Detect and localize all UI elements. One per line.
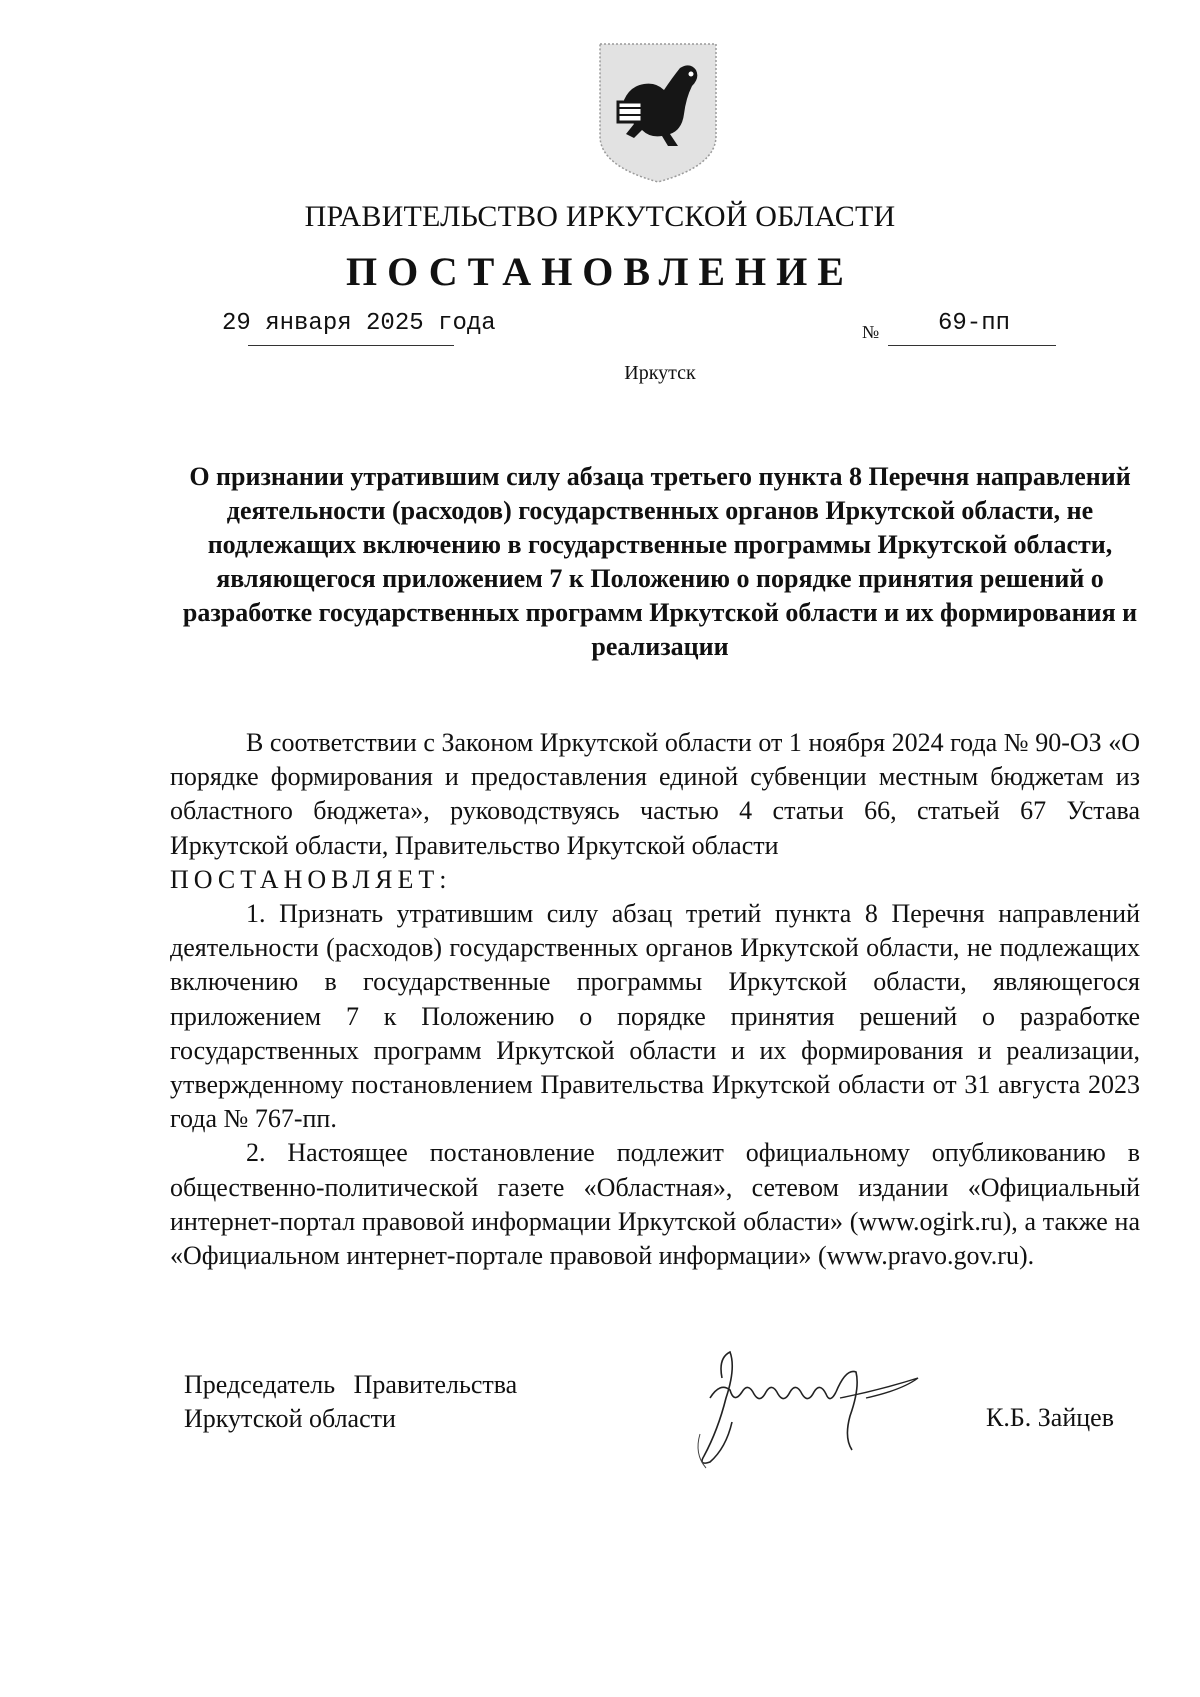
- document-title: О признании утратившим силу абзаца третьего пункта 8 Перечня направлений деятельности (расходов) государственных органов Иркутской области, не подлежащих включению в государственные программы Иркутской области, являющегося приложением 7 к Положению о порядке принятия решений о разработке государственных программ Иркутской области и их формирования и реализации: [182, 462, 1138, 661]
- decree-word: ПОСТАНОВЛЯЕТ:: [170, 864, 452, 894]
- number-sign: №: [862, 322, 880, 342]
- number-underline: [888, 345, 1056, 346]
- coat-of-arms-icon: [594, 38, 722, 186]
- position-line-2: Иркутской области: [184, 1404, 396, 1433]
- document-number: 69-пп: [938, 310, 1011, 337]
- date-underline: [248, 345, 454, 346]
- document-body: [170, 726, 1140, 1273]
- preamble-paragraph: В соответствии с Законом Иркутской области от 1 ноября 2024 года № 90-ОЗ «О порядке формирования и предоставления единой субвенции местным бюджетам из областного бюджета», руководствуясь частью 4 статьи 66, статьей 67 Устава Иркутской области, Правительство Иркутской области: [170, 728, 1140, 860]
- signatory-name: К.Б. Зайцев: [986, 1403, 1114, 1432]
- item-1-paragraph: 1. Признать утратившим силу абзац третий пункта 8 Перечня направлений деятельности (расходов) государственных органов Иркутской области, не подлежащих включению в государственные программы Иркутской области, являющегося приложением 7 к Положению о порядке принятия решений о разработке государственных программ Иркутской области и их формирования и реализации, утвержденному постановлением Правительства Иркутской области от 31 августа 2023 года № 767-пп.: [170, 899, 1140, 1134]
- position-line-1: Председатель Правительства: [184, 1370, 518, 1399]
- handwritten-signature-icon: [670, 1338, 950, 1478]
- government-name: ПРАВИТЕЛЬСТВО ИРКУТСКОЙ ОБЛАСТИ: [304, 200, 896, 233]
- document-type: ПОСТАНОВЛЕНИЕ: [346, 249, 854, 294]
- item-2-paragraph: 2. Настоящее постановление подлежит официальному опубликованию в общественно-политической газете «Областная», сетевом издании «Официальный интернет-портал правовой информации Иркутской области» (www.ogirk.ru), а также на «Официальном интернет-портале правовой информации» (www.pravo.gov.ru).: [170, 1138, 1140, 1271]
- document-date: 29 января 2025 года: [222, 310, 496, 337]
- issuing-city: Иркутск: [624, 362, 696, 384]
- signatory-position: [184, 1368, 517, 1436]
